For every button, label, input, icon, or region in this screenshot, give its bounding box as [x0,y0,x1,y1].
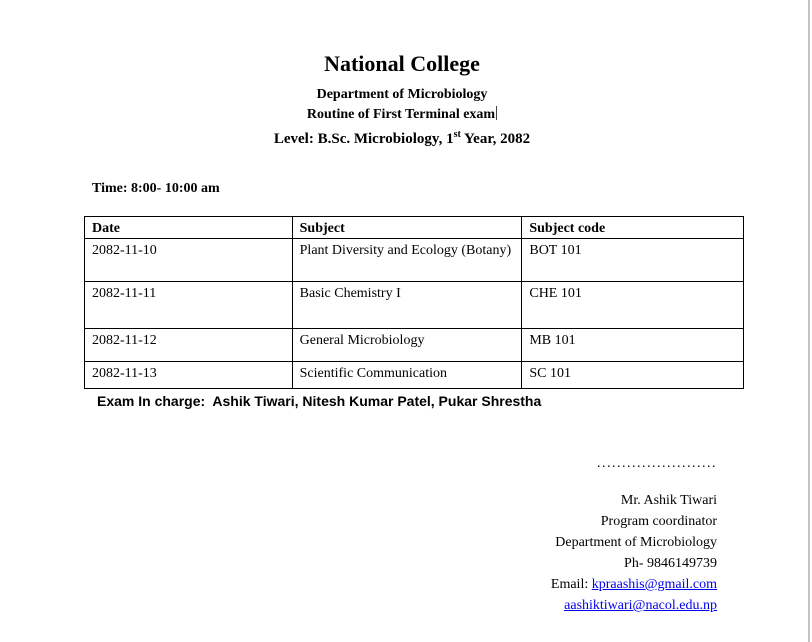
table-row [85,239,744,282]
cell-code: BOT 101 [522,239,744,282]
email-label: Email: [550,577,592,592]
level-suffix: Year, 2082 [460,131,531,147]
signature-dotted-line: ........................ [597,456,717,471]
level-subtitle [0,125,804,149]
exam-routine-table [84,216,744,389]
window-right-edge [808,0,810,642]
exam-time-label: Time: 8:00- 10:00 am [92,181,220,196]
cell-subject: Basic Chemistry I [292,282,522,329]
level-prefix: Level: B.Sc. Microbiology, 1 [273,131,454,147]
cell-date: 2082-11-12 [85,329,293,362]
exam-incharge-line: Exam In charge: Ashik Tiwari, Nitesh Kumar Patel, Pukar Shrestha [97,393,542,409]
cell-code: CHE 101 [522,282,744,329]
routine-subtitle [0,105,804,125]
signatory-role: Program coordinator [600,514,717,529]
column-header-date: Date [85,217,293,239]
signatory-phone: Ph- 9846149739 [624,556,717,571]
cell-date: 2082-11-11 [85,282,293,329]
cell-date: 2082-11-10 [85,239,293,282]
cell-subject: General Microbiology [292,329,522,362]
table-row [85,282,744,329]
signature-block [551,456,717,616]
level-ordinal-sup: st [453,129,461,140]
cell-subject: Plant Diversity and Ecology (Botany) [292,239,522,282]
email-line-secondary [551,595,717,616]
table-row [85,329,744,362]
college-title: National College [324,51,480,76]
email-link-secondary[interactable]: aashiktiwari@nacol.edu.np [564,598,717,613]
signatory-department: Department of Microbiology [555,535,717,550]
cell-code: SC 101 [522,362,744,389]
department-subtitle: Department of Microbiology [316,87,488,102]
signatory-name: Mr. Ashik Tiwari [620,493,717,508]
column-header-subject-code: Subject code [522,217,744,239]
table-header-row [85,217,744,239]
table-row [85,362,744,389]
cell-code: MB 101 [522,329,744,362]
routine-text: Routine of First Terminal exam [306,107,496,122]
column-header-subject: Subject [292,217,522,239]
cell-date: 2082-11-13 [85,362,293,389]
text-cursor [496,106,497,120]
cell-subject: Scientific Communication [292,362,522,389]
email-link-primary[interactable]: kpraashis@gmail.com [591,577,717,592]
email-line [551,574,717,595]
